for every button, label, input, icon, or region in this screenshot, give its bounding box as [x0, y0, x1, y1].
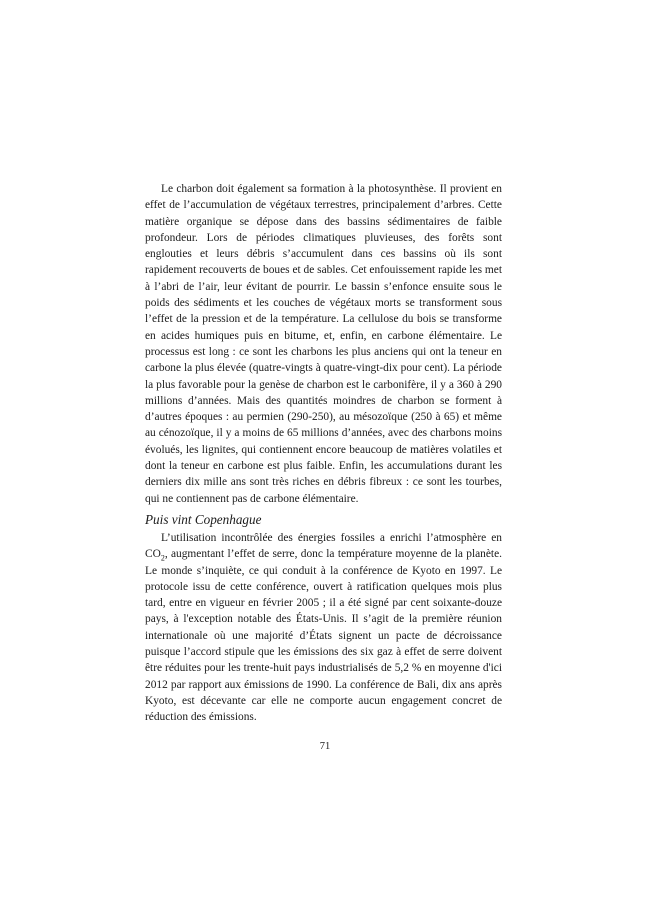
section-title: Puis vint Copenhague: [145, 511, 262, 527]
paragraph-copenhague: [145, 530, 502, 726]
paragraph-text-before-sub: L’utilisation incontrôlée des énergies fossiles a enrichi l’atmosphère en CO: [145, 531, 502, 561]
page-body: [145, 181, 502, 726]
co2-subscript: 2: [160, 553, 165, 563]
paragraph-text-after-sub: , augmentant l’effet de serre, donc la température moyenne de la planète. Le monde s’inquiète, ce qui conduit à la conférence de Kyoto en 1997. Le protocole issu de cette conférence, ouvert à ratification quelques mois plus tard, entre en vigueur en février 2005 ; il a été signé par cent soixante-douze pays, à l'exception notable des États-Unis. Il s’agit de la première réunion internationale où une majorité d’États signent un pacte de décroissance puisque l’accord stipule que les émissions des six gaz à effet de serre doivent être réduites pour les trente-huit pays industrialisés de 5,2 % en moyenne d'ici 2012 par rapport aux émissions de 1990. La conférence de Bali, dix ans après Kyoto, est décevante car elle ne comporte aucun engagement concret de réduction des émissions.: [145, 548, 502, 724]
paragraph-charbon: Le charbon doit également sa formation à la photosynthèse. Il provient en effet de l’accumulation de végétaux terrestres, principalement d’arbres. Cette matière organique se dépose dans des bassins sédimentaires de faible profondeur. Lors de périodes climatiques pluvieuses, des forêts sont englouties et leurs débris s’accumulent dans ces bassins où ils sont rapidement recouverts de boues et de sables. Cet enfouissement rapide les met à l’abri de l’air, leur évitant de pourrir. Le bassin s’enfonce ensuite sous le poids des sédiments et les couches de végétaux morts se transforment sous l’effet de la pression et de la température. La cellulose du bois se transforme en acides humiques puis en bitume, et, enfin, en carbone élémentaire. Le processus est long : ce sont les charbons les plus anciens qui ont la teneur en carbone la plus élevée (quatre-vingts à quatre-vingt-dix pour cent). La période la plus favorable pour la genèse de charbon est le carbonifère, il y a 360 à 290 millions d’années. Mais des quantités moindres de charbon se forment à d’autres époques : au permien (290-250), au mésozoïque (250 à 65) et même au cénozoïque, il y a moins de 65 millions d’années, avec des charbons moins évolués, les lignites, qui contiennent encore beaucoup de matières volatiles et dont la teneur en carbone est plus faible. Enfin, les accumulations durant les derniers dix mille ans sont très riches en débris fibreux : ce sont les tourbes, qui ne contiennent pas de carbone élémentaire.: [145, 183, 502, 505]
page-number: 71: [319, 741, 331, 752]
